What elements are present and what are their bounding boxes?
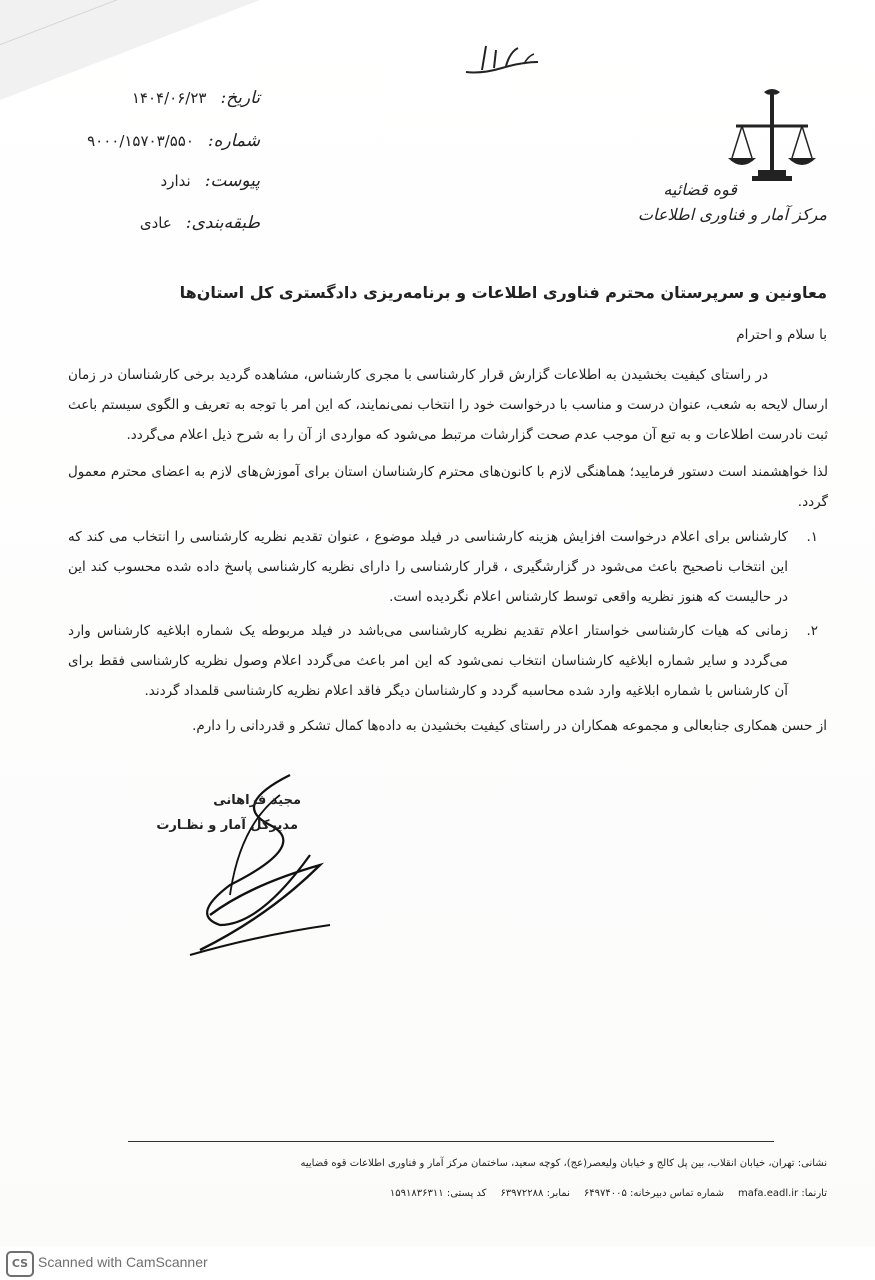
- meta-date: [132, 88, 260, 108]
- meta-classification-value: عادی: [139, 214, 172, 232]
- footer-website: تارنما: mafa.eadl.ir: [738, 1188, 827, 1199]
- list-item: [68, 616, 828, 706]
- camscanner-text: Scanned with CamScanner: [38, 1254, 208, 1270]
- basmala-calligraphy: [462, 32, 542, 82]
- letter-paragraph-1: در راستای کیفیت بخشیدن به اطلاعات گزارش قرار کارشناسی با مجری کارشناس، مشاهده گردید برخی کارشناسان در زمان ارسال لایحه به شعب، عنوان درست و مناسب با درخواست خود را انتخاب نمی‌نمایند، که این امر با توجه به تعریف و الگوی سیستم باعث ثبت نادرست اطلاعات و به تبع آن موجب عدم صحت گزارشات مرتبط می‌شود که مواردی از آن را به شرح ذیل اعلام می‌گردد.: [68, 367, 828, 443]
- meta-number-label: شماره:: [207, 131, 260, 151]
- letter-closing: از حسن همکاری جنابعالی و مجموعه همکاران در راستای کیفیت بخشیدن به داده‌ها کمال تشکر و قدردانی را دارم.: [192, 718, 827, 734]
- list-item-text: کارشناس برای اعلام درخواست افزایش هزینه کارشناسی در فیلد موضوع ، عنوان تقدیم نظریه کارشناسی را انتخاب می کند که این انتخاب ناصحیح باعث می‌شود در گزارشگیری ، قرار کارشناسی را دارای نظریه کارشناسی پاسخ داده شده محسوب کند این در حالیست که هنوز نظریه واقعی توسط کارشناس اعلام نگردیده است.: [68, 529, 788, 605]
- meta-classification-label: طبقه‌بندی:: [185, 213, 260, 233]
- letter-greeting: با سلام و احترام: [736, 327, 827, 343]
- org-name: مرکز آمار و فناوری اطلاعات: [637, 205, 827, 224]
- folded-corner: [0, 0, 260, 100]
- footer-address: نشانی: تهران، خیابان انقلاب، بین پل کالج و خیابان ولیعصر(عج)، کوچه سعید، ساختمان مرکز آمار و فناوری اطلاعات قوه قضاییه: [300, 1158, 827, 1169]
- org-label: قوه قضائیه: [663, 180, 737, 199]
- meta-number: [87, 131, 260, 151]
- signer-name: مجید فراهانی: [213, 793, 301, 808]
- meta-date-label: تاریخ:: [220, 88, 260, 108]
- scanner-watermark: [0, 1246, 875, 1280]
- letter-numbered-list: [68, 522, 828, 710]
- letter-recipient-title: معاونین و سرپرستان محترم فناوری اطلاعات و برنامه‌ریزی دادگستری کل استان‌ها: [179, 283, 827, 302]
- meta-attachment-value: ندارد: [160, 172, 191, 190]
- footer-contact: [376, 1188, 827, 1199]
- footer-postal-code: کد پستی: ۱۵۹۱۸۳۶۳۱۱: [389, 1188, 487, 1199]
- list-item-number: ۲.: [806, 623, 818, 639]
- meta-date-value: ۱۴۰۴/۰۶/۲۳: [131, 89, 207, 107]
- list-item-text: زمانی که هیات کارشناسی خواستار اعلام تقدیم نظریه کارشناسی می‌باشد در فیلد مربوطه یک شماره ابلاغیه کارشناس وارد می‌گردد و سایر شماره ابلاغیه کارشناسان انتخاب نمی‌شود که این امر باعث می‌گردد اعلام وصول نظریه کارشناسی فقط برای آن کارشناس با شماره ابلاغیه وارد شده محاسبه گردد و کارشناسان دیگر فاقد اعلام نظریه کارشناسی قلمداد گردند.: [68, 623, 788, 699]
- meta-attachment-label: پیوست:: [204, 171, 260, 191]
- footer-phone: شماره تماس دبیرخانه: ۶۴۹۷۴۰۰۵: [583, 1188, 724, 1199]
- meta-classification: [140, 213, 260, 233]
- footer-fax: نمابر: ۶۳۹۷۲۲۸۸: [500, 1188, 570, 1199]
- footer-divider: [128, 1141, 774, 1142]
- meta-number-value: ۹۰۰۰/۱۵۷۰۳/۵۵۰: [87, 132, 194, 150]
- meta-attachment: [161, 171, 260, 191]
- camscanner-logo-icon: CS: [6, 1251, 34, 1277]
- signer-title: مدیرکل آمار و نظـارت: [156, 818, 298, 833]
- basmala-calligraphy-drawing: [462, 32, 542, 82]
- list-item-number: ۱.: [806, 529, 818, 545]
- list-item: [68, 522, 828, 612]
- letter-paragraph-2: لذا خواهشمند است دستور فرمایید؛ هماهنگی لازم با کانون‌های محترم کارشناسان استان برای آموزش‌های لازم به اعضای محترم معمول گردد.: [68, 464, 828, 510]
